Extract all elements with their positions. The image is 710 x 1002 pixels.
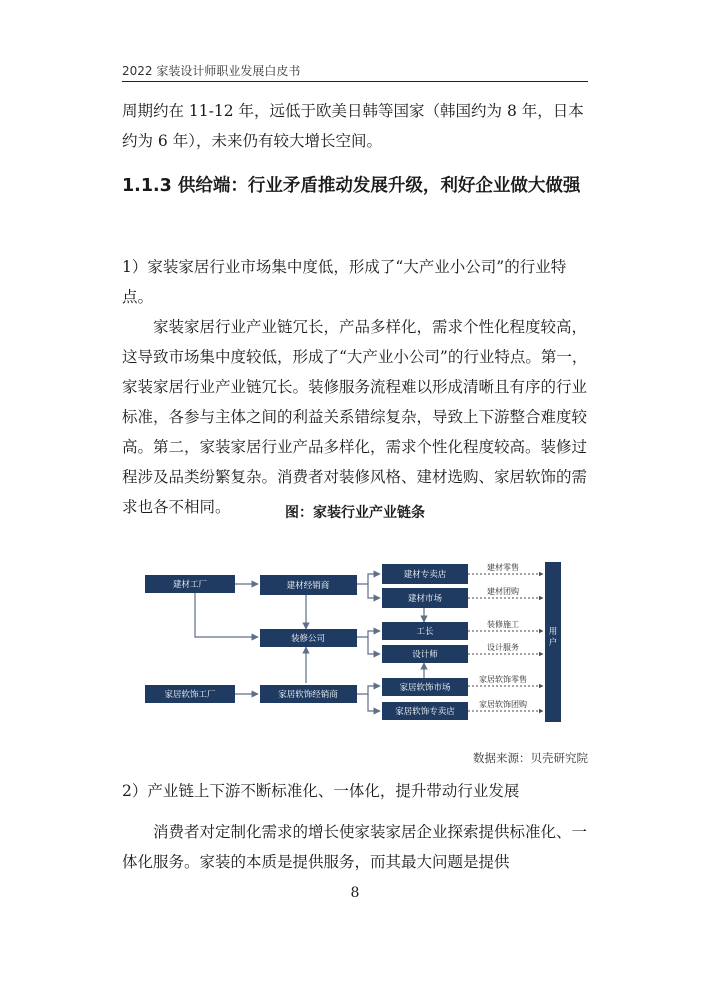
node-foreman [382,622,468,640]
svg-text:建材市场: 建材市场 [407,594,443,604]
figure-title: 图：家装行业产业链条 [285,505,425,521]
node-building-store [382,564,468,584]
node-decoration-company [260,629,357,647]
label-furnishing-retail: 家居软饰零售 [479,675,527,684]
node-furnishing-factory [145,685,235,703]
header-rule [122,81,588,82]
list-item-2 [122,776,592,806]
list-item-2-number: 2） [122,782,148,800]
svg-text:家居软饰市场: 家居软饰市场 [399,683,451,693]
node-furnishing-store [382,702,468,720]
running-header: 2022 家装设计师职业发展白皮书 [122,64,301,78]
label-design-service: 设计服务 [487,643,519,652]
list-item-1-text: 家装家居行业市场集中度低，形成了“大产业小公司”的行业特点。 [122,258,567,306]
list-item-1-number: 1） [122,258,148,276]
svg-text:建材工厂: 建材工厂 [172,580,208,590]
svg-text:建材专卖店: 建材专卖店 [403,570,447,580]
figure-source: 数据来源：贝壳研究院 [473,751,588,765]
svg-text:家居软饰工厂: 家居软饰工厂 [164,690,216,700]
svg-text:用户: 用户 [548,627,558,648]
industry-chain-diagram [135,555,575,735]
node-building-market [382,588,468,608]
svg-text:家居软饰专卖店: 家居软饰专卖店 [395,707,455,717]
node-building-dealer [260,575,357,595]
label-decoration-construction: 装修施工 [487,620,519,629]
body-paragraph-2: 消费者对定制化需求的增长使家装家居企业探索提供标准化、一体化服务。家装的本质是提供服务，而其最大问题是提供 [122,823,588,871]
intro-paragraph: 周期约在 11-12 年，远低于欧美日韩等国家（韩国约为 8 年，日本约为 6 年），未来仍有较大增长空间。 [122,102,584,150]
page-number: 8 [350,885,360,901]
section-heading: 1.1.3 供给端：行业矛盾推动发展升级，利好企业做大做强 [122,176,581,196]
node-user [545,562,561,722]
label-building-group: 建材团购 [487,587,519,596]
svg-text:家居软饰经销商: 家居软饰经销商 [278,690,338,700]
node-designer [382,645,468,663]
svg-text:装修公司: 装修公司 [290,634,326,644]
label-building-retail: 建材零售 [487,563,519,572]
label-furnishing-group: 家居软饰团购 [479,700,527,709]
list-item-1 [122,252,592,312]
node-building-factory [145,575,235,593]
svg-text:设计师: 设计师 [412,650,438,660]
node-furnishing-dealer [260,685,357,703]
node-furnishing-market [382,678,468,696]
list-item-2-text: 产业链上下游不断标准化、一体化，提升带动行业发展 [147,782,520,800]
svg-text:建材经销商: 建材经销商 [286,581,330,591]
body-paragraph-1: 家装家居行业产业链冗长，产品多样化，需求个性化程度较高，这导致市场集中度较低，形成了“大产业小公司”的行业特点。第一，家装家居行业产业链冗长。装修服务流程难以形成清晰且有序的行业标准，各参与主体之间的利益关系错综复杂，导致上下游整合难度较高。第二，家装家居行业产品多样化，需求个性化程度较高。装修过程涉及品类纷繁复杂。消费者对装修风格、建材选购、家居软饰的需求也各不相同。 [122,318,588,516]
svg-text:工长: 工长 [416,627,434,637]
